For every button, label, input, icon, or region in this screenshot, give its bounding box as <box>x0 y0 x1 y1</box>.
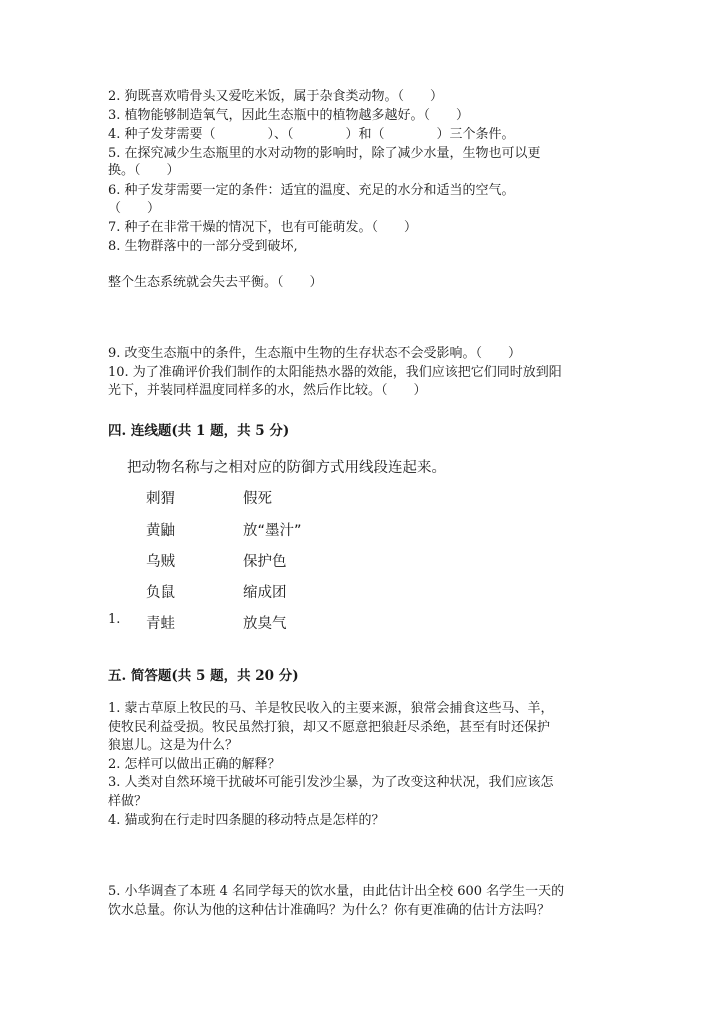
animal-opossum: 负鼠 <box>146 585 175 601</box>
short-answer-3: 3. 人类对自然环境干扰破坏可能引发沙尘暴，为了改变这种状况，我们应该怎 <box>108 775 554 790</box>
judgment-item-8: 8. 生物群落中的一部分受到破坏, <box>108 239 298 254</box>
defense-stench: 放臭气 <box>243 616 287 632</box>
judgment-item-10: 10. 为了准确评价我们制作的太阳能热水器的效能，我们应该把它们同时放到阳 <box>108 365 562 380</box>
judgment-item-6: 6. 种子发芽需要一定的条件：适宜的温度、充足的水分和适当的空气。 <box>108 183 515 198</box>
short-answer-5: 5. 小华调查了本班 4 名同学每天的饮水量，由此估计出全校 600 名学生一天的 <box>108 884 565 899</box>
short-answer-5-cont: 饮水总量。你认为他的这种估计准确吗？为什么？你有更准确的估计方法吗？ <box>108 903 551 918</box>
short-answer-3-cont: 样做？ <box>108 794 148 809</box>
defense-ink: 放“墨汁” <box>243 523 302 539</box>
judgment-item-4: 4. 种子发芽需要（ ）、（ ）和（ ）三个条件。 <box>108 127 515 142</box>
judgment-item-6-cont: （ ） <box>108 201 161 216</box>
short-answer-1-cont2: 狼崽儿。这是为什么？ <box>108 738 239 753</box>
defense-play-dead: 假死 <box>243 491 272 507</box>
animal-weasel: 黄鼬 <box>146 523 175 539</box>
matching-instruction: 把动物名称与之相对应的防御方式用线段连起来。 <box>127 460 446 476</box>
short-answer-4: 4. 猫或狗在行走时四条腿的移动特点是怎样的？ <box>108 813 385 828</box>
judgment-item-2: 2. 狗既喜欢啃骨头又爱吃米饭，属于杂食类动物。（ ） <box>108 89 444 104</box>
matching-question-number: 1. <box>108 612 121 627</box>
judgment-item-9: 9. 改变生态瓶中的条件，生态瓶中生物的生存状态不会受影响。（ ） <box>108 346 522 361</box>
judgment-item-7: 7. 种子在非常干燥的情况下，也有可能萌发。（ ） <box>108 220 418 235</box>
animal-hedgehog: 刺猬 <box>146 491 175 507</box>
judgment-item-8-cont: 整个生态系统就会失去平衡。（ ） <box>108 275 323 290</box>
judgment-item-3: 3. 植物能够制造氧气，因此生态瓶中的植物越多越好。（ ） <box>108 108 470 123</box>
animal-squid: 乌贼 <box>146 554 175 570</box>
short-answer-2: 2. 怎样可以做出正确的解释？ <box>108 757 281 772</box>
defense-curl-up: 缩成团 <box>243 585 287 601</box>
defense-camouflage: 保护色 <box>243 554 287 570</box>
section-4-title: 四. 连线题(共 1 题，共 5 分) <box>108 423 290 439</box>
short-answer-1-cont: 使牧民利益受损。牧民虽然打狼，却又不愿意把狼赶尽杀绝，甚至有时还保护 <box>108 720 551 735</box>
judgment-item-5-cont: 换。（ ） <box>108 163 180 178</box>
short-answer-1: 1. 蒙古草原上牧民的马、羊是牧民收入的主要来源，狼常会捕食这些马、羊， <box>108 701 554 716</box>
animal-frog: 青蛙 <box>146 616 175 632</box>
section-5-title: 五. 简答题(共 5 题，共 20 分) <box>108 668 299 684</box>
judgment-item-10-cont: 光下，并装同样温度同样多的水，然后作比较。（ ） <box>108 383 427 398</box>
matching-question <box>108 448 528 638</box>
judgment-item-5: 5. 在探究减少生态瓶里的水对动物的影响时，除了减少水量，生物也可以更 <box>108 146 541 161</box>
